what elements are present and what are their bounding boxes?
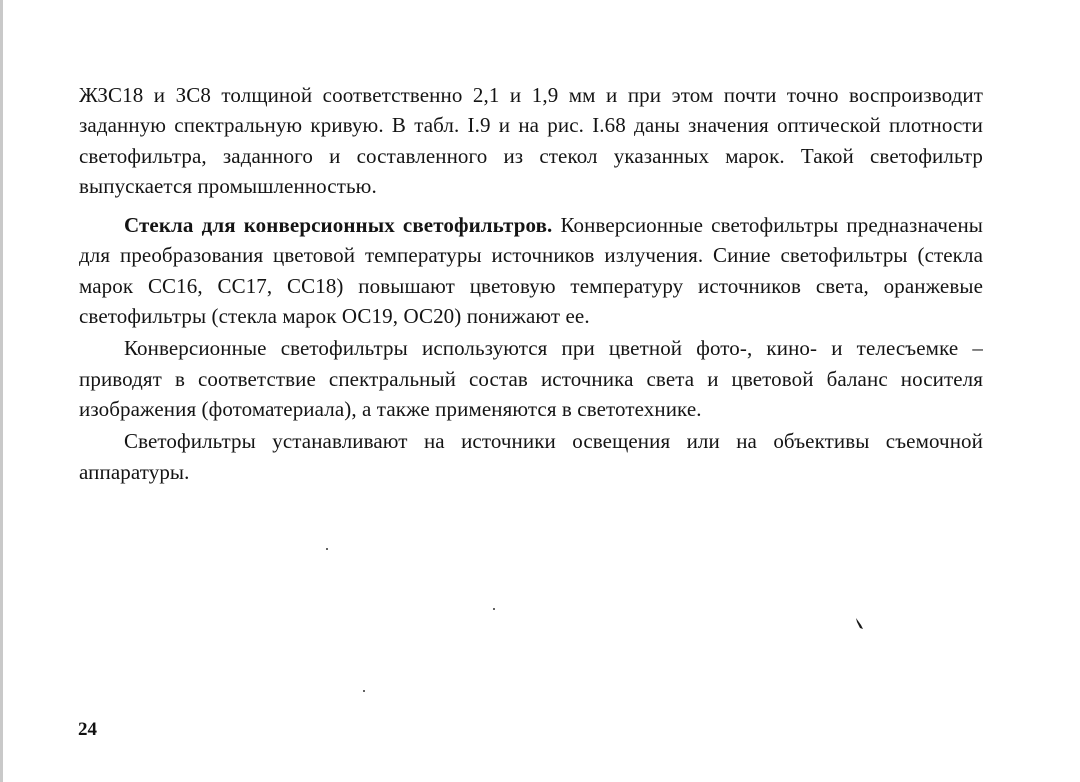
paragraph-usage: Конверсионные светофильтры используются при цветной фото-, кино- и телесъемке – приводят в соответствие спектральный состав источника света и цветовой баланс носителя изображения (фотоматериала), а также применяются в светотехнике. <box>79 336 983 421</box>
scan-speck <box>363 690 365 692</box>
paragraph-continuation: ЖЗС18 и ЗС8 толщиной соответственно 2,1 и 1,9 мм и при этом почти точно воспроизводит заданную спектральную кривую. В табл. I.9 и на рис. I.68 даны значения оптической плотности светофильтра, заданного и составленного из стекол указанных марок. Такой светофильтр выпускается промышленностью. <box>79 83 983 198</box>
scan-speck <box>326 548 328 550</box>
paragraph-installation: Светофильтры устанавливают на источники освещения или на объективы съемочной аппаратуры. <box>79 429 983 484</box>
body-text <box>79 80 983 487</box>
paragraph-conversion-filters <box>79 210 983 331</box>
scan-speck <box>493 608 495 610</box>
scan-mark <box>855 617 864 630</box>
section-run-in-heading: Стекла для конверсионных светофильтров. <box>124 213 553 238</box>
paragraph-conversion-filters-text: Конверсионные светофильтры предназначены для преобразования цветовой температуры источников излучения. Синие светофильтры (стекла марок СС16, СС17, СС18) повышают цветовую температуру источников света, оранжевые светофильтры (стекла марок ОС19, ОС20) понижают ее. <box>79 213 983 329</box>
page-number: 24 <box>78 719 97 740</box>
